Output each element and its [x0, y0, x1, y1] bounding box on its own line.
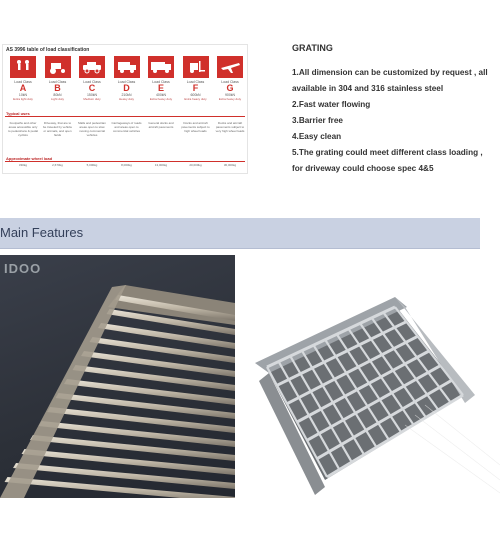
load-class-column	[145, 56, 177, 101]
wheel-load-cell: 330kg	[18, 163, 28, 167]
brand-logo: IDOO	[4, 261, 42, 276]
load-class-value: 600kN	[190, 93, 201, 97]
typical-use-cell: Docks and aircraft pavements subject to very high wheel loads	[215, 121, 245, 133]
section-divider	[5, 116, 245, 117]
load-class-column	[214, 56, 246, 101]
linear-grating-illustration	[0, 255, 235, 498]
load-class-letter: D	[123, 83, 130, 93]
load-class-value: 150kN	[86, 93, 98, 97]
wheel-load-cell: 30,000kg	[223, 163, 237, 167]
car-icon	[79, 56, 105, 78]
load-class-letter: G	[226, 83, 234, 93]
feature-item: 3.Barrier free	[292, 116, 343, 125]
wheel-load-label: Approximate wheel load	[6, 156, 53, 161]
load-class-column	[111, 56, 143, 101]
load-class-caption: Load Class	[152, 80, 170, 84]
load-class-note: Light duty	[50, 97, 64, 101]
load-class-value: 210kN	[121, 93, 132, 97]
typical-use-cell: Docks and aircraft pavements subject to high wheel loads	[181, 121, 210, 133]
feature-item: 2.Fast water flowing	[292, 100, 371, 109]
truck-icon	[114, 56, 140, 78]
load-class-note: Extra heavy duty	[184, 97, 207, 101]
load-class-letter: B	[54, 83, 61, 93]
wheel-load-cell: 20,000kg	[189, 163, 202, 167]
grating-feature-list	[292, 65, 492, 177]
typical-use-cell: Carriageways of roads and areas open to commercial vehicles	[111, 121, 142, 133]
typical-use-cell: Malls and pedestrian areas open to slow moving commercial vehicles	[78, 121, 106, 137]
typical-use-cell: Driveway, that are to be traveled by vehicle or animals, and open fields	[42, 121, 73, 137]
load-class-note: Extra heavy duty	[149, 97, 173, 101]
load-class-caption: Load Class	[48, 80, 67, 84]
load-class-column	[76, 56, 108, 101]
load-class-letter: A	[19, 83, 27, 93]
load-classification-table	[2, 44, 248, 174]
wheel-load-cell: 5,000kg	[86, 163, 98, 167]
feature-item: 4.Easy clean	[292, 132, 342, 141]
grid-grating-photo	[235, 255, 500, 498]
linear-grating-photo	[0, 255, 235, 498]
load-class-caption: Load Class	[14, 80, 32, 84]
feature-item: 5.The grating could meet different class loading , for driveway could choose spec 4&5	[292, 148, 483, 173]
load-class-value: 10kN	[18, 93, 28, 97]
grid-grating-illustration	[235, 255, 500, 498]
load-class-value: 900kN	[224, 93, 236, 97]
load-class-note: Medium duty	[83, 97, 101, 101]
load-class-caption: Load Class	[221, 80, 239, 84]
lorry-icon	[148, 56, 174, 78]
load-class-caption: Load Class	[83, 80, 101, 84]
feature-item: 1.All dimension can be customized by request , all available in 304 and 316 stainless steel	[292, 68, 488, 93]
main-features-banner	[0, 218, 480, 249]
load-class-caption: Load Class	[186, 80, 205, 84]
load-class-caption: Load Class	[117, 80, 136, 84]
load-class-column	[180, 56, 212, 101]
load-class-column	[42, 56, 74, 101]
load-class-note: Heavy duty	[118, 97, 134, 101]
typical-uses-label: Typical uses	[6, 111, 30, 116]
load-class-letter: E	[157, 83, 164, 93]
wheel-load-cell: 13,000kg	[154, 163, 168, 167]
pedestrian-icon	[10, 56, 36, 78]
tractor-icon	[45, 56, 71, 78]
load-class-note: Extra heavy duty	[218, 97, 242, 101]
wheel-load-cell: 8,000kg	[121, 163, 132, 167]
typical-use-cell: Footpaths and other areas accessible only to pedestrians & pedal cyclists	[8, 121, 38, 137]
load-class-note: Extra light duty	[13, 97, 33, 101]
load-class-value: 400kN	[155, 93, 167, 97]
typical-use-cell: General docks and aircraft pavements	[148, 121, 174, 129]
load-class-column	[7, 56, 39, 101]
table-title: AS 3996 table of load classification	[6, 47, 90, 53]
airplane-icon	[217, 56, 243, 78]
wheel-load-cell: 2,670kg	[52, 163, 63, 167]
banner-title: Main Features	[0, 225, 84, 240]
load-class-letter: C	[88, 83, 96, 93]
section-divider	[5, 161, 245, 162]
forklift-icon	[183, 56, 209, 78]
load-class-value: 80kN	[53, 93, 62, 97]
grating-title: GRATING	[292, 43, 333, 53]
load-class-letter: F	[192, 83, 199, 93]
